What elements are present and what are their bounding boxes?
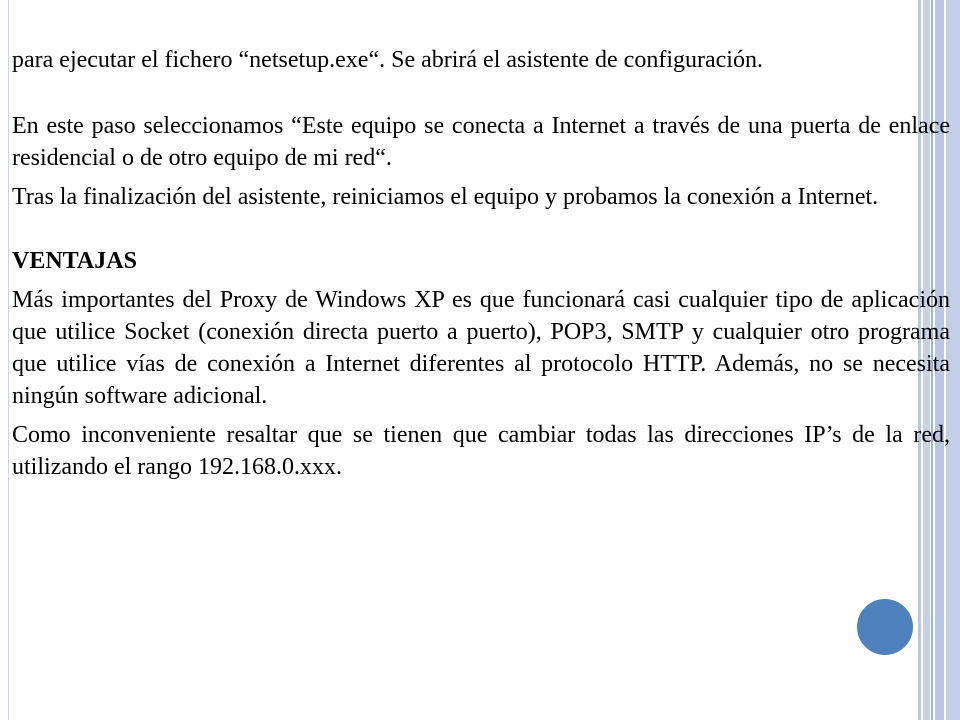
decorative-circle (855, 597, 915, 657)
section-heading-ventajas: VENTAJAS (12, 248, 137, 274)
paragraph-select-option: En este paso seleccionamos “Este equipo se conecta a Internet a través de una puerta de enlace residencial o de otro equipo de mi red“. (12, 113, 950, 171)
paragraph-advantages: Más importantes del Proxy de Windows XP es que funcionará casi cualquier tipo de aplicación que utilice Socket (conexión directa puerto a puerto), POP3, SMTP y cualquier otro programa que utilice vías de conexión a Internet diferentes al protocolo HTTP. Además, no se necesita ningún software adicional. (12, 287, 950, 409)
paragraph-netsetup: para ejecutar el fichero “netsetup.exe“. Se abrirá el asistente de configuración. (12, 47, 763, 73)
left-border-line (8, 0, 9, 720)
paragraph-restart: Tras la finalización del asistente, reiniciamos el equipo y probamos la conexión a Internet. (12, 184, 879, 210)
paragraph-drawback: Como inconveniente resaltar que se tienen que cambiar todas las direcciones IP’s de la red, utilizando el rango 192.168.0.xxx. (12, 422, 950, 480)
slide-body (12, 44, 950, 483)
